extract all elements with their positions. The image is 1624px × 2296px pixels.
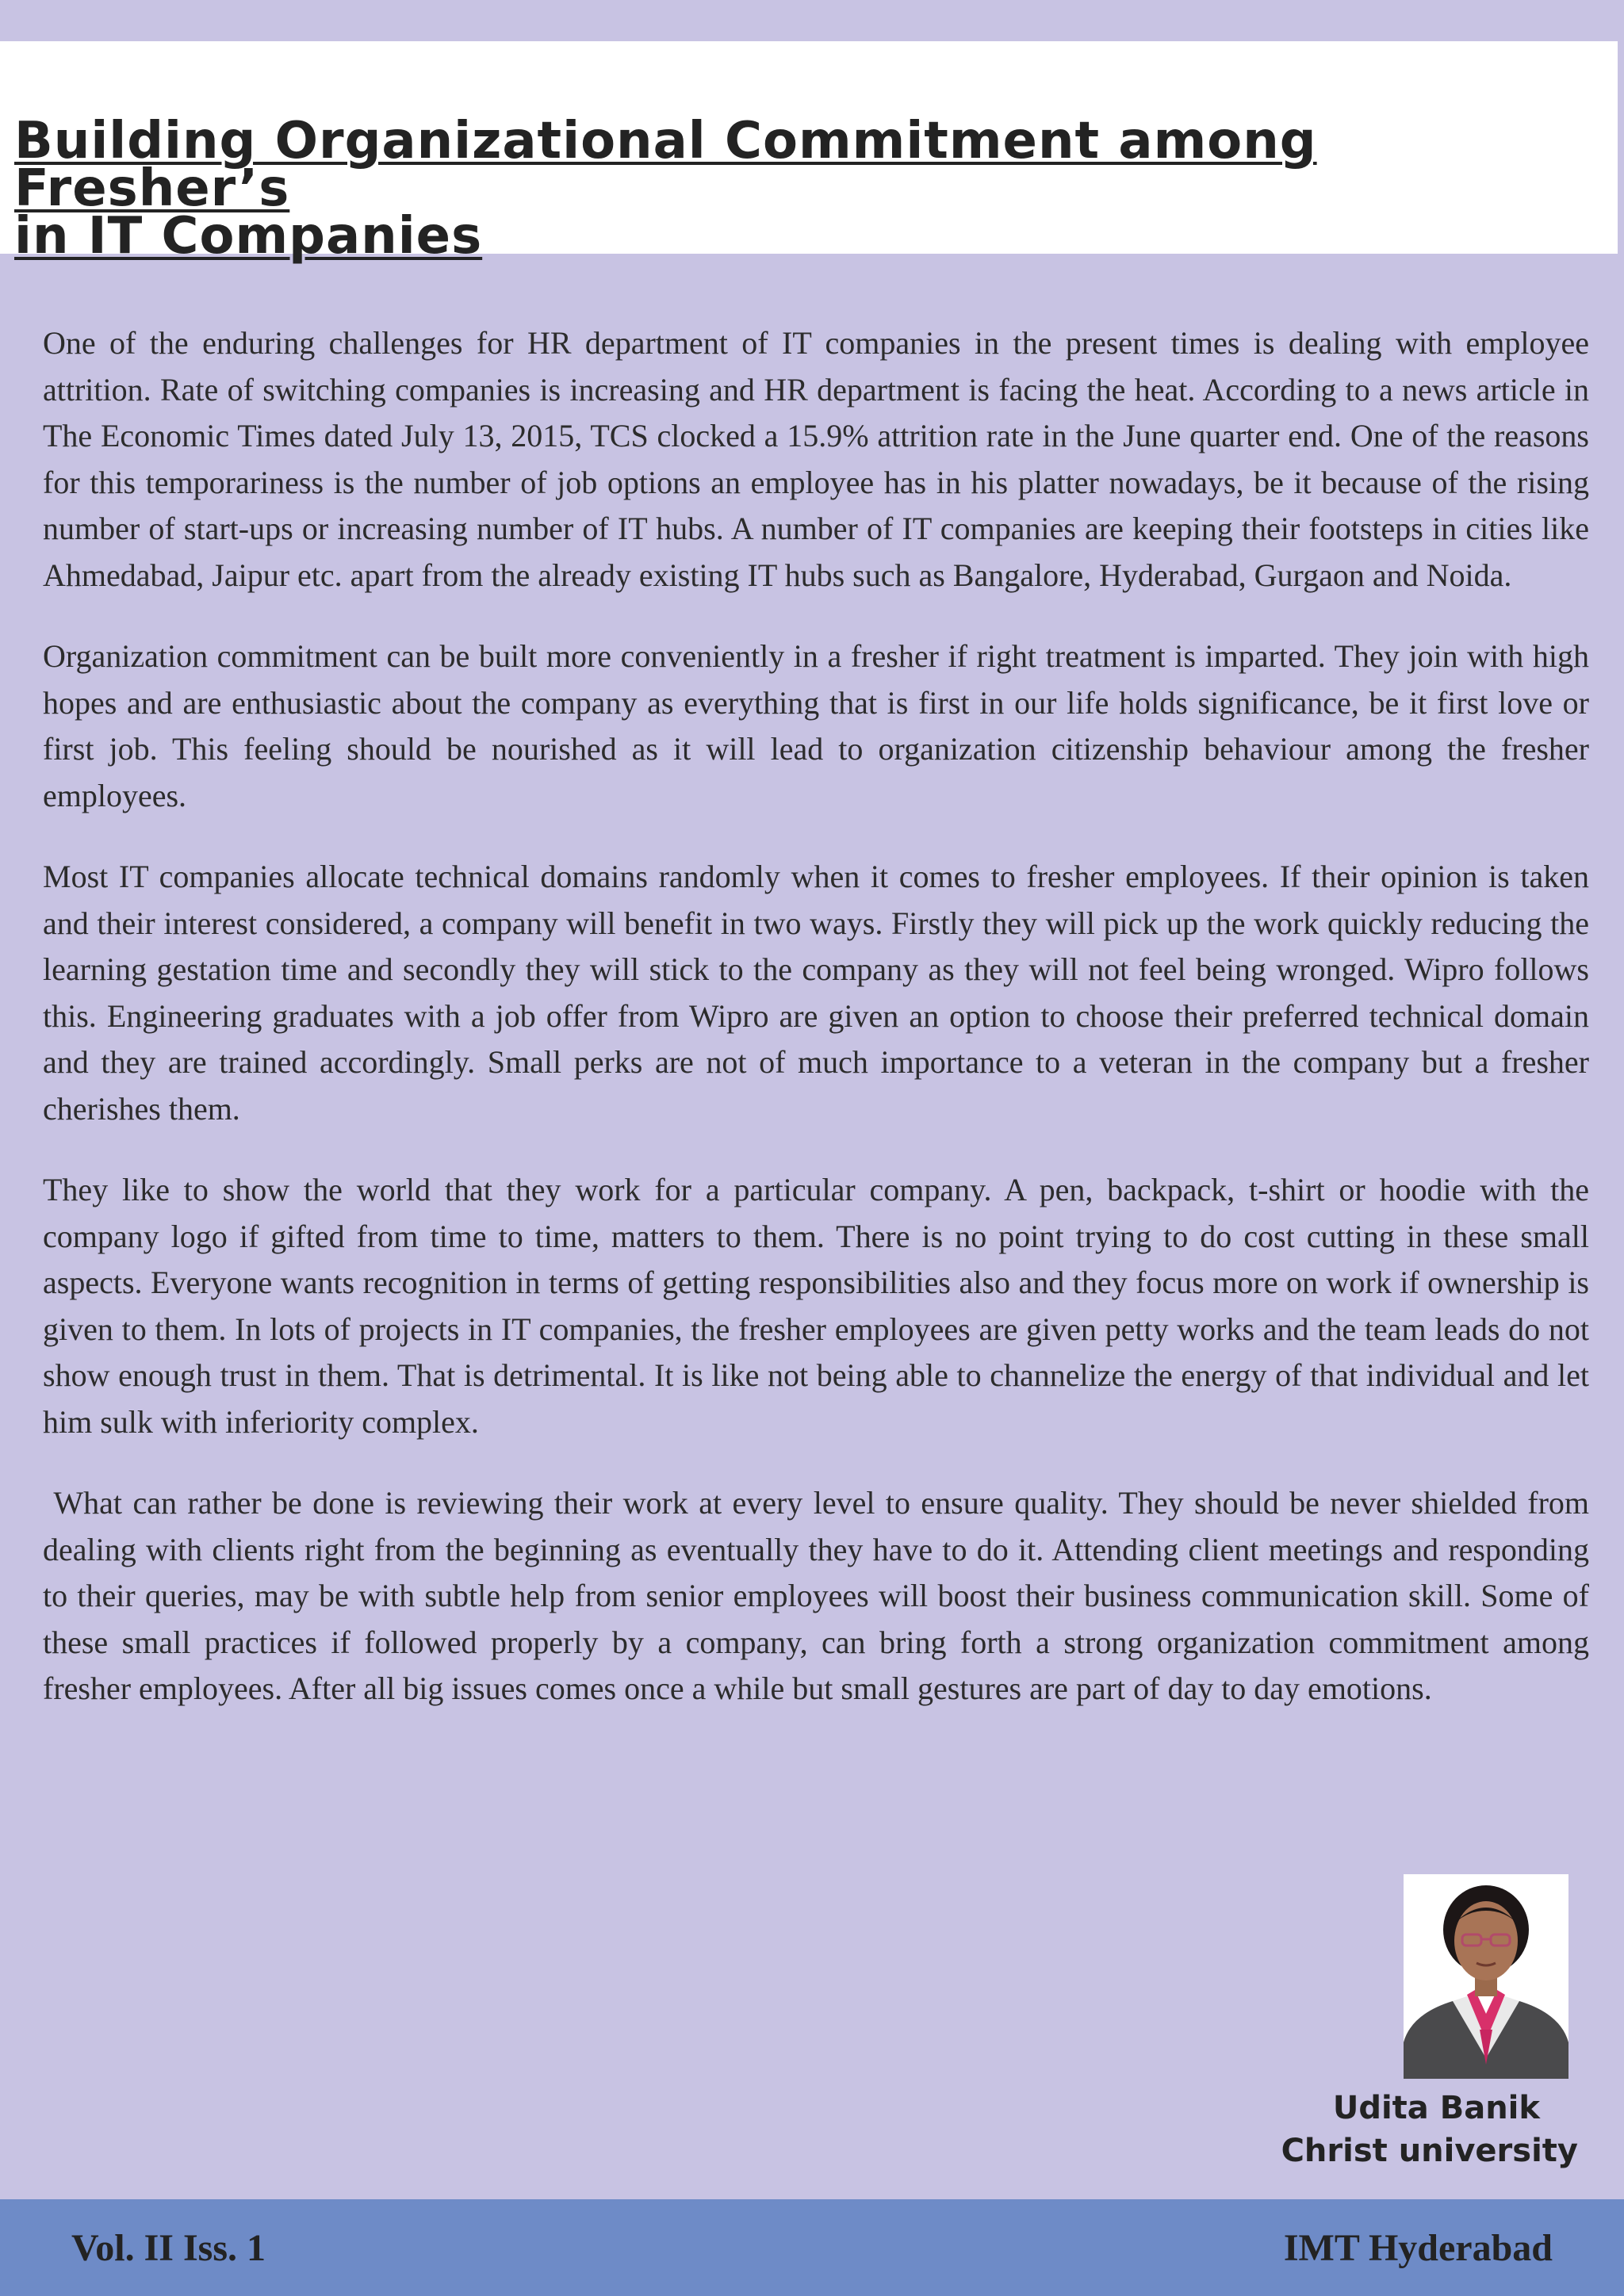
article-body [43,320,1597,1747]
author-affiliation: Christ university [1281,2133,1578,2169]
article-title-line-1: Building Organizational Commitment among Fresher’s [14,112,1317,218]
article-paragraph: What can rather be done is reviewing their work at every level to ensure quality. They should be never shielded from dealing with clients right from the beginning as eventually they have to do it. Attending client meetings and responding to their queries, may be with subtle help from senior employees will boost their business communication skill. Some of these small practices if followed properly by a company, can bring forth a strong organization commitment among fresher employees. After all big issues comes once a while but small gestures are part of day to day emotions. [43,1485,1597,1706]
article-paragraph: One of the enduring challenges for HR department of IT companies in the present times is dealing with employee attrition. Rate of switching companies is increasing and HR department is facing the heat. According to a news article in The Economic Times dated July 13, 2015, TCS clocked a 15.9% attrition rate in the June quarter end. One of the reasons for this temporariness is the number of job options an employee has in his platter nowadays, be it because of the rising number of start-ups or increasing number of IT hubs. A number of IT companies are keeping their footsteps in cities like Ahmedabad, Jaipur etc. apart from the already existing IT hubs such as Bangalore, Hyderabad, Gurgaon and Noida. [43,325,1589,593]
footer-publisher: IMT Hyderabad [1283,2227,1553,2269]
article-title [14,112,1592,266]
article-paragraph: They like to show the world that they work for a particular company. A pen, backpack, t-shirt or hoodie with the company logo if gifted from time to time, matters to them. There is no point trying to do cost cutting in these small aspects. Everyone wants recognition in terms of getting responsibilities also and they focus more on work if ownership is given to them. In lots of projects in IT companies, the fresher employees are given petty works and the team leads do not show enough trust in them. That is detrimental. It is like not being able to channelize the energy of that individual and let him sulk with inferiority complex. [43,1172,1589,1440]
article-title-line-2: in IT Companies [14,207,483,266]
footer-issue: Vol. II Iss. 1 [71,2227,266,2269]
author-name: Udita Banik [1332,2090,1540,2126]
author-photo [1404,1874,1568,2079]
footer-band [0,2199,1624,2296]
author-block [1228,1874,1624,2207]
article-paragraph: Organization commitment can be built more conveniently in a fresher if right treatment is imparted. They join with high hopes and are enthusiastic about the company as everything that is first in our life holds significance, be it first love or first job. This feeling should be nourished as it will lead to organization citizenship behaviour among the fresher employees. [43,638,1589,813]
article-paragraph: Most IT companies allocate technical domains randomly when it comes to fresher employees. If their opinion is taken and their interest considered, a company will benefit in two ways. Firstly they will pick up the work quickly reducing the learning gestation time and secondly they will stick to the company as they will not feel being wronged. Wipro follows this. Engineering graduates with a job offer from Wipro are given an option to choose their preferred technical domain and they are trained accordingly. Small perks are not of much importance to a veteran in the company but a fresher cherishes them. [43,859,1589,1127]
